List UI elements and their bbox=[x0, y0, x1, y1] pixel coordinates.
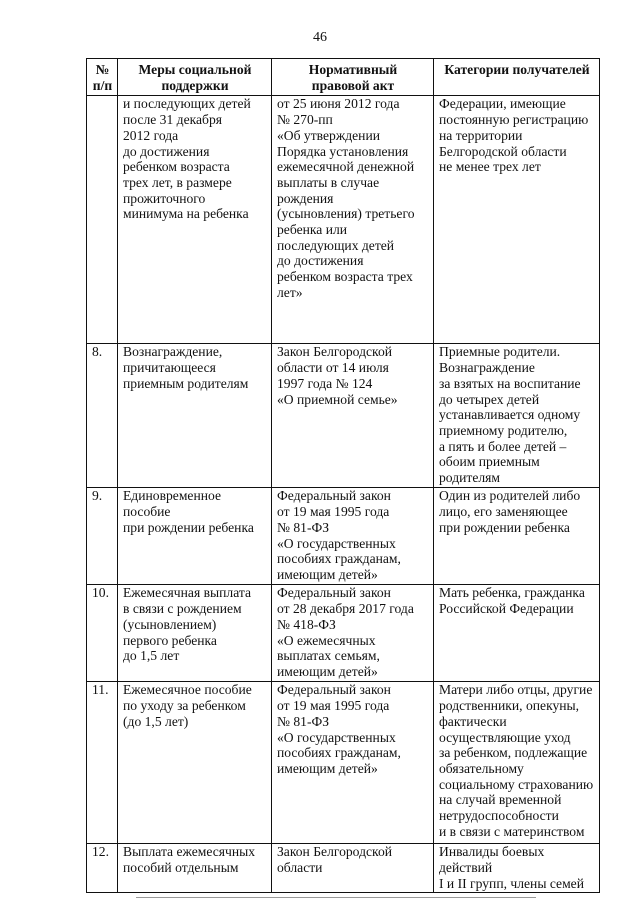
row-legal-act: от 25 июня 2012 года № 270-пп «Об утверждении Порядка установления ежемесячной денежной выплаты в случае рождения (усыновления) третьего ребенка или последующих детей до достижения ребенком возраста трех лет» bbox=[272, 96, 434, 344]
row-legal-act: Федеральный закон от 19 мая 1995 года № 81-ФЗ «О государственных пособиях гражданам, имеющим детей» bbox=[272, 488, 434, 585]
row-measure: Выплата ежемесячных пособий отдельным bbox=[118, 844, 272, 892]
header-number: № п/п bbox=[87, 59, 118, 96]
table-row bbox=[87, 488, 600, 585]
table-row bbox=[87, 585, 600, 682]
row-recipients: Мать ребенка, гражданка Российской Федерации bbox=[434, 585, 600, 682]
row-number: 9. bbox=[87, 488, 118, 585]
row-number: 11. bbox=[87, 682, 118, 844]
row-recipients: Приемные родители. Вознаграждение за взятых на воспитание до четырех детей устанавливается одному приемному родителю, а пять и более детей – обоим приемным родителям bbox=[434, 344, 600, 488]
header-legal-act: Нормативный правовой акт bbox=[272, 59, 434, 96]
row-number: 8. bbox=[87, 344, 118, 488]
header-recipients: Категории получателей bbox=[434, 59, 600, 96]
table-row bbox=[87, 344, 600, 488]
row-measure: и последующих детей после 31 декабря 2012 года до достижения ребенком возраста трех лет, в размере прожиточного минимума на ребенка bbox=[118, 96, 272, 344]
row-number: 12. bbox=[87, 844, 118, 892]
row-recipients: Один из родителей либо лицо, его заменяющее при рождении ребенка bbox=[434, 488, 600, 585]
row-number bbox=[87, 96, 118, 344]
table-header-row bbox=[87, 59, 600, 96]
row-legal-act: Закон Белгородской области bbox=[272, 844, 434, 892]
header-measures: Меры социальной поддержки bbox=[118, 59, 272, 96]
page-number: 46 bbox=[313, 30, 327, 45]
row-measure: Вознаграждение, причитающееся приемным родителям bbox=[118, 344, 272, 488]
row-legal-act: Федеральный закон от 19 мая 1995 года № 81-ФЗ «О государственных пособиях гражданам, имеющим детей» bbox=[272, 682, 434, 844]
row-legal-act: Закон Белгородской области от 14 июля 1997 года № 124 «О приемной семье» bbox=[272, 344, 434, 488]
row-recipients: Федерации, имеющие постоянную регистрацию на территории Белгородской области не менее трех лет bbox=[434, 96, 600, 344]
table-row bbox=[87, 844, 600, 892]
row-recipients: Инвалиды боевых действий I и II групп, члены семей bbox=[434, 844, 600, 892]
table-row bbox=[87, 96, 600, 344]
row-measure: Ежемесячная выплата в связи с рождением (усыновлением) первого ребенка до 1,5 лет bbox=[118, 585, 272, 682]
footer-divider bbox=[136, 897, 536, 898]
row-measure: Единовременное пособие при рождении ребенка bbox=[118, 488, 272, 585]
row-legal-act: Федеральный закон от 28 декабря 2017 года № 418-ФЗ «О ежемесячных выплатах семьям, имеющим детей» bbox=[272, 585, 434, 682]
row-number: 10. bbox=[87, 585, 118, 682]
row-measure: Ежемесячное пособие по уходу за ребенком (до 1,5 лет) bbox=[118, 682, 272, 844]
table-row bbox=[87, 682, 600, 844]
row-recipients: Матери либо отцы, другие родственники, опекуны, фактически осуществляющие уход за ребенком, подлежащие обязательному социальному страхованию на случай временной нетрудоспособности и в связи с материнством bbox=[434, 682, 600, 844]
support-measures-table bbox=[86, 58, 600, 893]
